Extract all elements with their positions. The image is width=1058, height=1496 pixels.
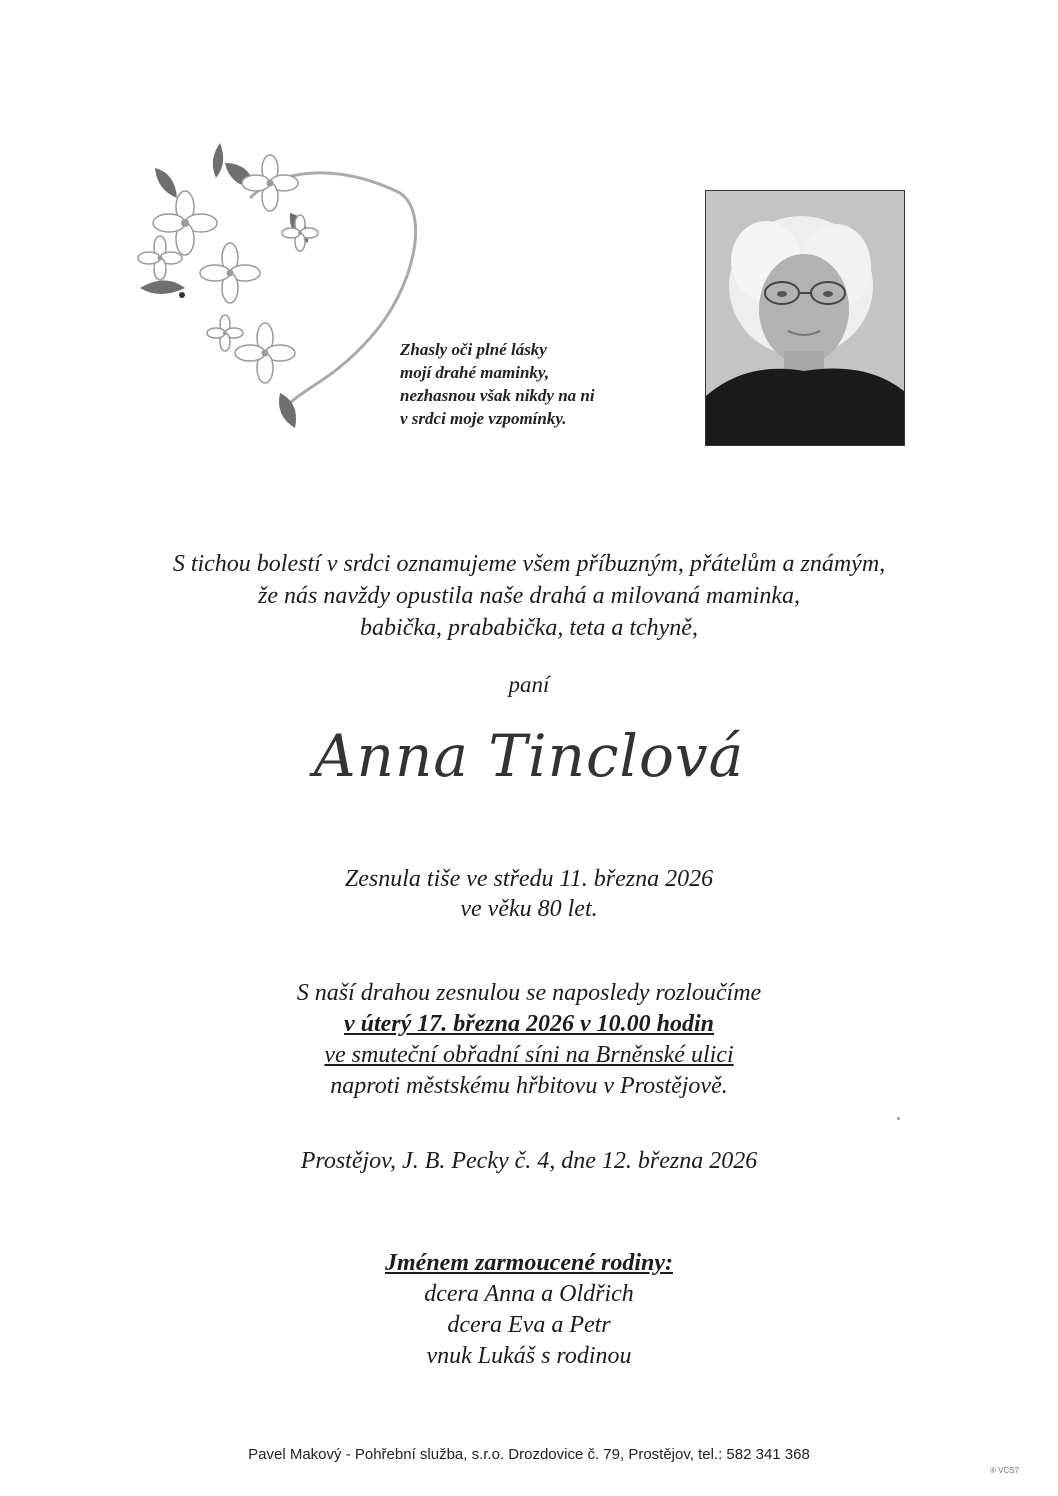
verse-line: Zhasly oči plné lásky xyxy=(400,340,547,359)
scan-speck xyxy=(897,1117,900,1120)
announcement-line: S tichou bolestí v srdci oznamujeme všem příbuzným, přátelům a známým, xyxy=(172,551,886,577)
funeral-info xyxy=(80,978,978,1102)
salutation: paní xyxy=(508,672,550,697)
funeral-intro: S naší drahou zesnulou se naposledy rozloučíme xyxy=(296,980,762,1006)
funeral-venue: ve smuteční obřadní síni na Brněnské ulici xyxy=(324,1042,734,1068)
death-announcement xyxy=(80,548,978,644)
place-date: Prostějov, J. B. Pecky č. 4, dne 12. března 2026 xyxy=(300,1148,758,1174)
family-member: dcera Eva a Petr xyxy=(447,1312,611,1338)
deceased-name: Anna Tinclová xyxy=(313,722,745,790)
announcement-line: babička, prababička, teta a tchyně, xyxy=(360,615,698,641)
death-info xyxy=(80,864,978,924)
death-date-line: Zesnula tiše ve středu 11. března 2026 xyxy=(344,866,714,892)
family-member: vnuk Lukáš s rodinou xyxy=(426,1343,632,1369)
funeral-location: naproti městskému hřbitovu v Prostějově. xyxy=(330,1073,728,1099)
family-member: dcera Anna a Oldřich xyxy=(424,1281,634,1307)
memorial-verse xyxy=(400,338,640,430)
portrait-photo xyxy=(705,190,905,446)
family-signature xyxy=(80,1248,978,1372)
floral-heart-ornament xyxy=(130,138,430,438)
family-heading: Jménem zarmoucené rodiny: xyxy=(385,1250,673,1276)
announcement-line: že nás navždy opustila naše drahá a milovaná maminka, xyxy=(258,583,800,609)
verse-line: mojí drahé maminky, xyxy=(400,363,550,382)
verse-line: v srdci moje vzpomínky. xyxy=(400,409,567,428)
funeral-service-footer: Pavel Makový - Pohřební služba, s.r.o. Drozdovice č. 79, Prostějov, tel.: 582 341 368 xyxy=(248,1446,810,1463)
funeral-datetime: v úterý 17. března 2026 v 10.00 hodin xyxy=(343,1011,714,1037)
age-line: ve věku 80 let. xyxy=(460,896,598,922)
verse-line: nezhasnou však nikdy na ni xyxy=(400,386,595,405)
corner-mark: ® VCS7 xyxy=(990,1466,1020,1475)
